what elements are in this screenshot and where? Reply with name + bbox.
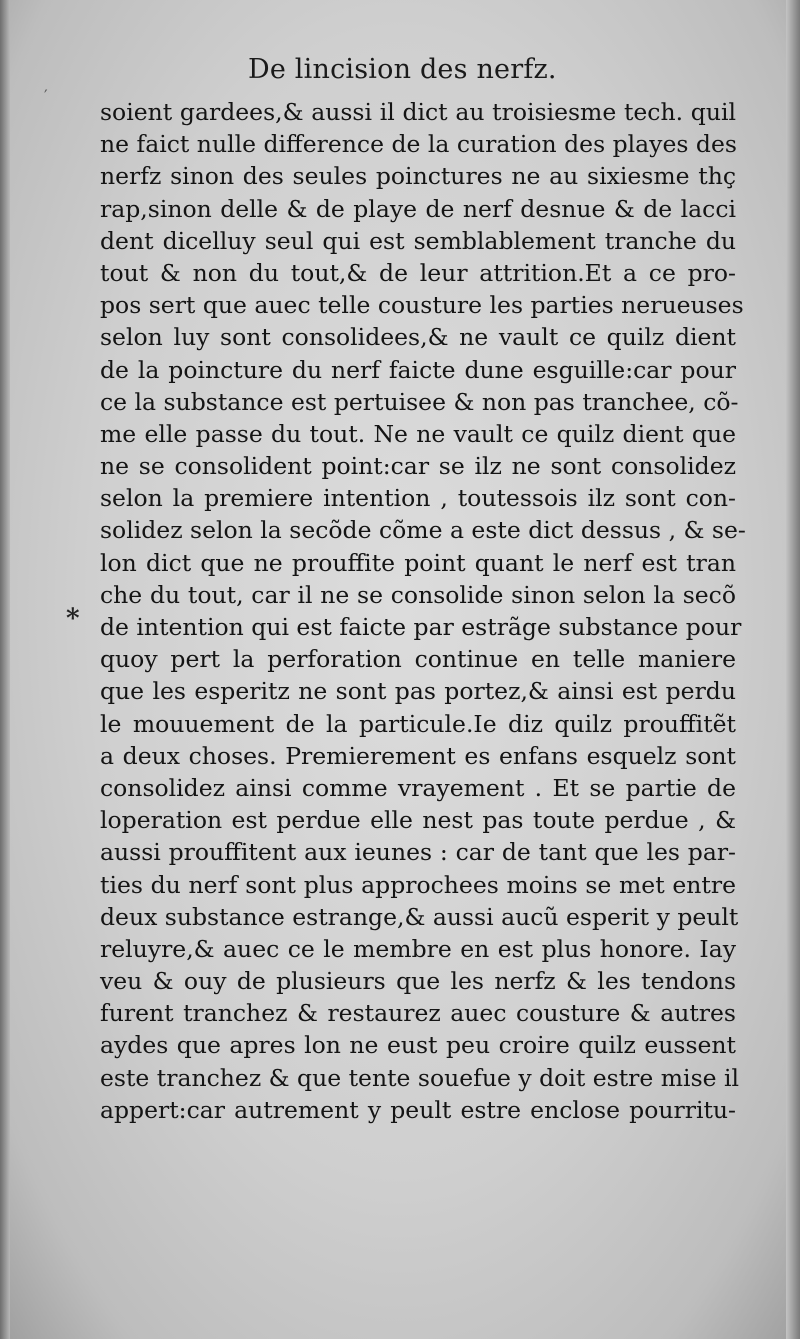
- text-line: loperation est perdue elle nest pas toute perdue , &: [100, 806, 736, 835]
- text-line: aussi prouffitent aux ieunes : car de tant que les par-: [100, 838, 736, 867]
- text-line: soient gardees,& aussi il dict au troisiesme tech. quil: [100, 98, 736, 126]
- text-line: reluyre,& auec ce le membre en est plus honore. Iay: [100, 934, 736, 963]
- text-line: appert:car autrement y peult estre enclose pourritu-: [100, 1095, 736, 1124]
- text-line: rap,sinon delle & de playe de nerf desnue & de lacci: [100, 194, 736, 223]
- text-line: furent tranchez & restaurez auec cousture & autres: [100, 999, 736, 1028]
- text-line: tout & non du tout,& de leur attrition.Et a ce pro-: [100, 258, 736, 287]
- text-line: selon luy sont consolidees,& ne vault ce quilz dient: [100, 323, 736, 352]
- text-line: quoy pert la perforation continue en telle maniere: [100, 645, 736, 674]
- text-line: de la poincture du nerf faicte dune esguille:car pour: [100, 355, 736, 384]
- text-line: a deux choses. Premierement es enfans esquelz sont: [100, 741, 736, 770]
- text-line: che du tout, car il ne se consolide sinon selon la secõ: [100, 580, 736, 609]
- text-line: me elle passe du tout. Ne ne vault ce quilz dient que: [100, 419, 736, 448]
- text-line: lon dict que ne prouffite point quant le nerf est tran: [100, 548, 736, 577]
- text-line: dent dicelluy seul qui est semblablement tranche du: [100, 226, 736, 255]
- body-text: [100, 96, 746, 1126]
- text-line: ne faict nulle difference de la curation des playes des: [100, 130, 737, 159]
- running-head: De lincision des nerfz.: [248, 54, 557, 85]
- text-line: nerfz sinon des seules poinctures ne au sixiesme thç: [100, 162, 736, 191]
- margin-tick-mark: ′: [44, 86, 48, 105]
- text-line: veu & ouy de plusieurs que les nerfz & les tendons: [100, 967, 736, 996]
- text-line: aydes que apres lon ne eust peu croire quilz eussent: [100, 1031, 736, 1060]
- text-line: ties du nerf sont plus approchees moins se met entre: [100, 870, 736, 899]
- text-line: pos sert que auec telle cousture les parties nerueuses: [100, 291, 744, 320]
- text-line: solidez selon la secõde cõme a este dict dessus , & se-: [100, 516, 746, 545]
- text-line: deux substance estrange,& aussi aucũ esperit y peult: [100, 902, 739, 931]
- text-line: de intention qui est faicte par estrãge substance pour: [100, 613, 742, 641]
- text-line: ce la substance est pertuisee & non pas tranchee, cõ-: [100, 387, 739, 416]
- text-line: que les esperitz ne sont pas portez,& ainsi est perdu: [100, 677, 736, 706]
- right-page-edge: [786, 0, 800, 1339]
- margin-asterisk-mark: *: [66, 604, 80, 634]
- text-line: selon la premiere intention , toutessois ilz sont con-: [100, 484, 736, 513]
- text-line: consolidez ainsi comme vrayement . Et se partie de: [100, 773, 736, 802]
- text-line: este tranchez & que tente souefue y doit estre mise il: [100, 1063, 740, 1092]
- text-line: le mouuement de la particule.Ie diz quilz prouffitẽt: [100, 709, 736, 738]
- text-line: ne se consolident point:car se ilz ne sont consolidez: [100, 452, 736, 481]
- left-page-edge: [0, 0, 10, 1339]
